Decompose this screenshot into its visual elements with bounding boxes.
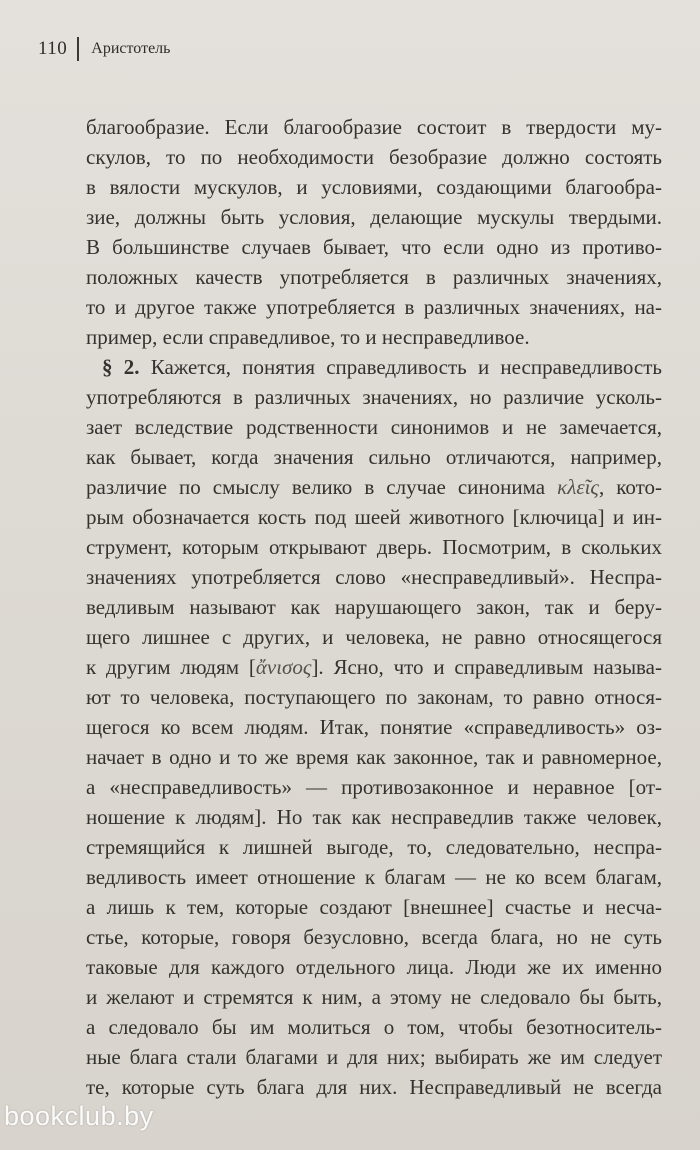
- text-line: пример, если справедливое, то и несправедливое.: [86, 325, 530, 349]
- text-line: в вялости мускулов, и условиями, создающими благообра-: [86, 175, 662, 199]
- text-line: таковые для каждого отдельного лица. Люди же их именно: [86, 955, 662, 979]
- text-segment: , кото-: [598, 475, 662, 499]
- text-line: а следовало бы им молиться о том, чтобы безотноситель-: [86, 1015, 662, 1039]
- text-line: щего лишнее с других, и человека, не равно относящегося: [86, 625, 662, 649]
- text-line: те, которые суть блага для них. Несправедливый не всегда: [86, 1075, 662, 1099]
- text-segment: [: [239, 655, 256, 679]
- text-segment: ]. Ясно, что и справедливым называ-: [311, 655, 662, 679]
- running-head: [38, 36, 170, 62]
- text-line: как бывает, когда значения сильно отличаются, например,: [86, 445, 662, 469]
- text-line: щегося ко всем людям. Итак, понятие «справедливость» оз-: [86, 715, 662, 739]
- text-line: а лишь к тем, которые создают [внешнее] счастье и несча-: [86, 895, 662, 919]
- text-line-with-greek: [86, 652, 662, 682]
- text-line: и желают и стремятся к ним, а этому не следовало бы быть,: [86, 985, 662, 1009]
- section-2-first-line: [86, 352, 662, 382]
- text-line: стремящийся к лишней выгоде, то, следовательно, неспра-: [86, 835, 662, 859]
- text-segment: Кажется, понятия справедливость и несправедливость: [150, 355, 662, 379]
- text-line: значениях употребляется слово «несправедливый». Неспра-: [86, 565, 662, 589]
- page-number: 110: [38, 38, 68, 59]
- greek-word-anisos: ἄνισος: [255, 655, 312, 679]
- text-line: скулов, то по необходимости безобразие должно состоять: [86, 145, 662, 169]
- text-line: рым обозначается кость под шеей животного [ключица] и ин-: [86, 505, 662, 529]
- text-line: а «несправедливость» — противозаконное и неравное [от-: [86, 775, 662, 799]
- text-line: ные блага стали благами и для них; выбирать же им следует: [86, 1045, 662, 1069]
- text-line: ведливость имеет отношение к благам — не ко всем благам,: [86, 865, 662, 889]
- header-divider: [77, 37, 79, 61]
- text-line: зие, должны быть условия, делающие мускулы твердыми.: [86, 205, 662, 229]
- text-line: стье, которые, говоря безусловно, всегда блага, но не суть: [86, 925, 662, 949]
- greek-word-kleis: κλεῖς: [557, 475, 599, 499]
- text-segment: к другим людям: [86, 655, 240, 679]
- bookclub-watermark: bookclub.by: [4, 1101, 154, 1131]
- text-line: ношение к людям]. Но так как несправедлив также человек,: [86, 805, 662, 829]
- text-line: начает в одно и то же время как законное, так и равномерное,: [86, 745, 662, 769]
- text-line: благообразие. Если благообразие состоит в твердости му-: [86, 115, 662, 139]
- text-segment: различие по смыслу велико в случае синонима: [86, 475, 546, 499]
- text-line: положных качеств употребляется в различных значениях,: [86, 265, 662, 289]
- text-line: зает вследствие родственности синонимов и не замечается,: [86, 415, 662, 439]
- text-line: то и другое также употребляется в различных значениях, на-: [86, 295, 662, 319]
- body-text: [86, 112, 662, 1102]
- text-line: ют то человека, поступающего по законам, то равно относя-: [86, 685, 662, 709]
- running-title: Аристотель: [91, 40, 171, 57]
- text-line-with-greek: [86, 472, 662, 502]
- text-line: употребляются в различных значениях, но различие усколь-: [86, 385, 662, 409]
- text-line: струмент, которым открывают дверь. Посмотрим, в скольких: [86, 535, 662, 559]
- text-line: В большинстве случаев бывает, что если одно из противо-: [86, 235, 662, 259]
- text-line: ведливым называют как нарушающего закон, так и беру-: [86, 595, 662, 619]
- section-mark: § 2.: [102, 355, 140, 379]
